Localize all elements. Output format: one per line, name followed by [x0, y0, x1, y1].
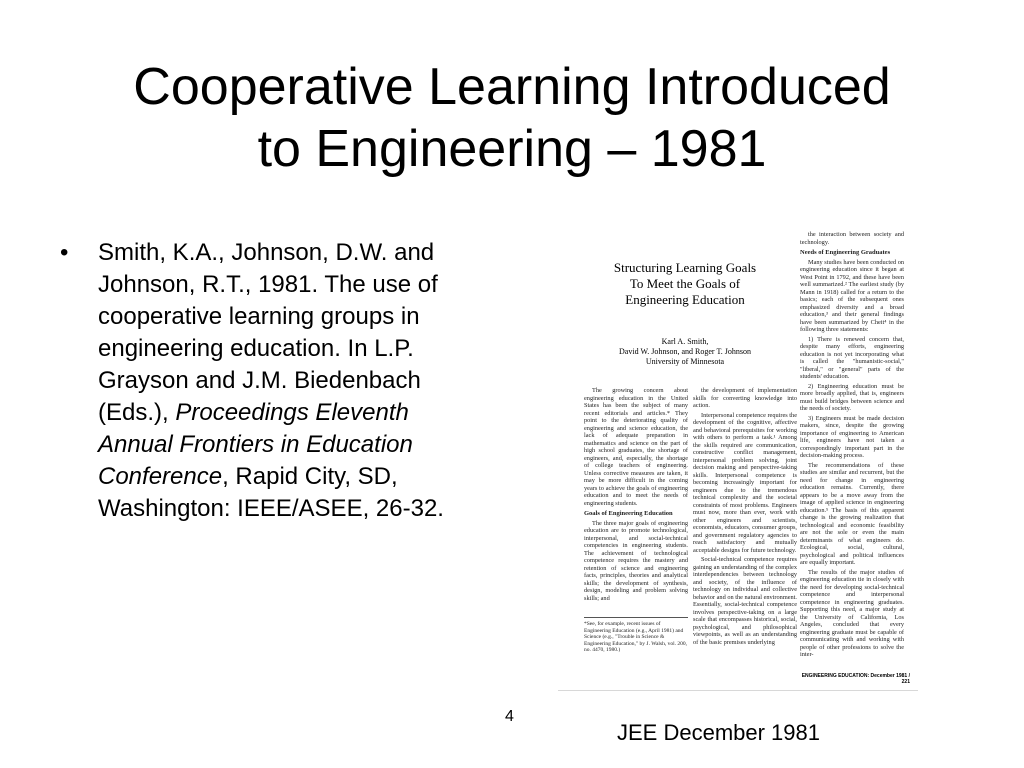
article-paragraph: The growing concern about engineering education in the United States has been the subject of many recent editorials and articles.* They point to the deteriorating quality of engineering and science education, the lack of adequate preparation in mathematics and science on the part of high school graduates, the shortage of engineers, and, especially, the shortage of college teachers of engineering. Unless corrective measures are taken, it may be more difficult in the coming years to achieve the goals of engineering education and to meet the needs of engineering students. [584, 387, 688, 507]
article-column-2 [693, 387, 797, 669]
article-paragraph: 2) Engineering education must be more broadly applied, that is, engineers must build bridges between science and the needs of society. [800, 382, 904, 412]
article-paragraph: The three major goals of engineering education are to promote technological, interpersonal, and social-technical competencies in engineering students. The achievement of technological competence requires the mastery and retention of science and engineering facts, principles, theories and analytical skills; the development of synthesis, design, modeling and problem solving skills; and [584, 519, 688, 602]
slide-title-line-1: Cooperative Learning Introduced [133, 58, 891, 116]
article-paragraph: 1) There is renewed concern that, despite many efforts, engineering education is not yet incorporating what is called the "humanistic-social," "liberal," or "general" parts of the students' education. [800, 335, 904, 380]
article-paragraph: 3) Engineers must be made decision makers, since, despite the growing importance of engineering to American life, engineers have not taken a correspondingly important part in the decision-making process. [800, 414, 904, 459]
article-affiliation: University of Minnesota [645, 357, 725, 366]
article-title-line-1: Structuring Learning Goals [613, 260, 757, 275]
article-column-3 [800, 231, 904, 669]
citation-part-2: , Rapid City, SD, Washington: IEEE/ASEE, 26-32. [98, 463, 444, 522]
bullet-item [60, 237, 480, 525]
slide-number: 4 [505, 708, 514, 725]
citation-text [98, 237, 480, 525]
slide-title [0, 56, 1024, 180]
citation-proceedings-title: Proceedings Eleventh Annual Frontiers in Education Conference [98, 399, 413, 490]
article-footnote: *See, for example, recent issues of Engineering Education (e.g., April 1981) and Science (e.g., "Trouble in Science & Engineering Education," by J. Walsh, vol. 200, no. 4470, 1980.) [584, 617, 688, 654]
article-page-image [558, 215, 918, 691]
bullet-marker: • [60, 239, 69, 266]
bullet-list [60, 237, 480, 525]
article-paragraph: The results of the major studies of engineering education tie in closely with the need for developing social-technical competence and interpersonal competence in engineering graduates. Supporting this need, a major study at the University of California, Los Angeles, concluded that every engineering graduate must be capable of communicating with and working with people of other professions to solve the inter- [800, 568, 904, 658]
article-author-1: Karl A. Smith, [661, 337, 709, 346]
article-author-2: David W. Johnson, and Roger T. Johnson [619, 347, 751, 356]
slide-title-line-2: to Engineering – 1981 [257, 120, 767, 178]
image-caption: JEE December 1981 [617, 720, 820, 745]
article-title-line-3: Engineering Education [625, 292, 745, 307]
article-title-line-2: To Meet the Goals of [629, 276, 741, 291]
article-paragraph: The recommendations of these studies are similar and recurrent, but the need for change in engineering education remains. Currently, there appears to be a move away from the image of applied science in engineering education.⁵ The basis of this apparent change is the growing realization that technological and economic feasibility are not the sole or even the main determinants of what engineers do. Ecological, social, cultural, psychological and political influences are equally important. [800, 461, 904, 566]
article-section-heading: Needs of Engineering Graduates [800, 249, 891, 256]
article-title [610, 260, 760, 308]
article-paragraph: Interpersonal competence requires the development of the cognitive, affective and behavioral prerequisites for working with others to perform a task.¹ Among the skills required are communication, constructive conflict management, interpersonal problem solving, joint decision making and perspective-taking skills. Interpersonal competence is becoming increasingly important for engineers due to the tremendous technical complexity and the societal constraints of most problems. Engineers must now, more than ever, work with other engineers and scientists, economists, educators, consumer groups, and government regulatory agencies to reach satisfactory and mutually acceptable designs for future technology. [693, 411, 797, 554]
article-paragraph: Social-technical competence requires gaining an understanding of the complex interdependencies between technology and society, of the influence of technology on individual and collective behavior and on the natural environment. Essentially, social-technical competence involves perspective-taking on a large scale that encompasses historical, social, psychological, and philosophical viewpoints, as well as an understanding of the basic premises underlying [693, 556, 797, 646]
article-section-heading: Goals of Engineering Education [584, 510, 673, 517]
article-page-footer: ENGINEERING EDUCATION: December 1981 / 221 [801, 673, 910, 685]
article-paragraph: Many studies have been conducted on engineering education since it began at West Point in 1792, and these have been well summarized.² The earliest study (by Mann in 1918) called for a return to the basics; each of the subsequent ones emphasized diversity and a broad education,³ and their general findings have been summarized by Cheit⁴ in the following three statements: [800, 258, 904, 333]
article-paragraph: the interaction between society and technology. [800, 231, 904, 246]
citation-part-1: Smith, K.A., Johnson, D.W. and Johnson, R.T., 1981. The use of cooperative learning groups in engineering education. In L.P. Grayson and J.M. Biedenbach (Eds.), [98, 239, 438, 426]
article-paragraph: the development of implementation skills for converting knowledge into action. [693, 387, 797, 409]
article-authors [580, 337, 790, 367]
